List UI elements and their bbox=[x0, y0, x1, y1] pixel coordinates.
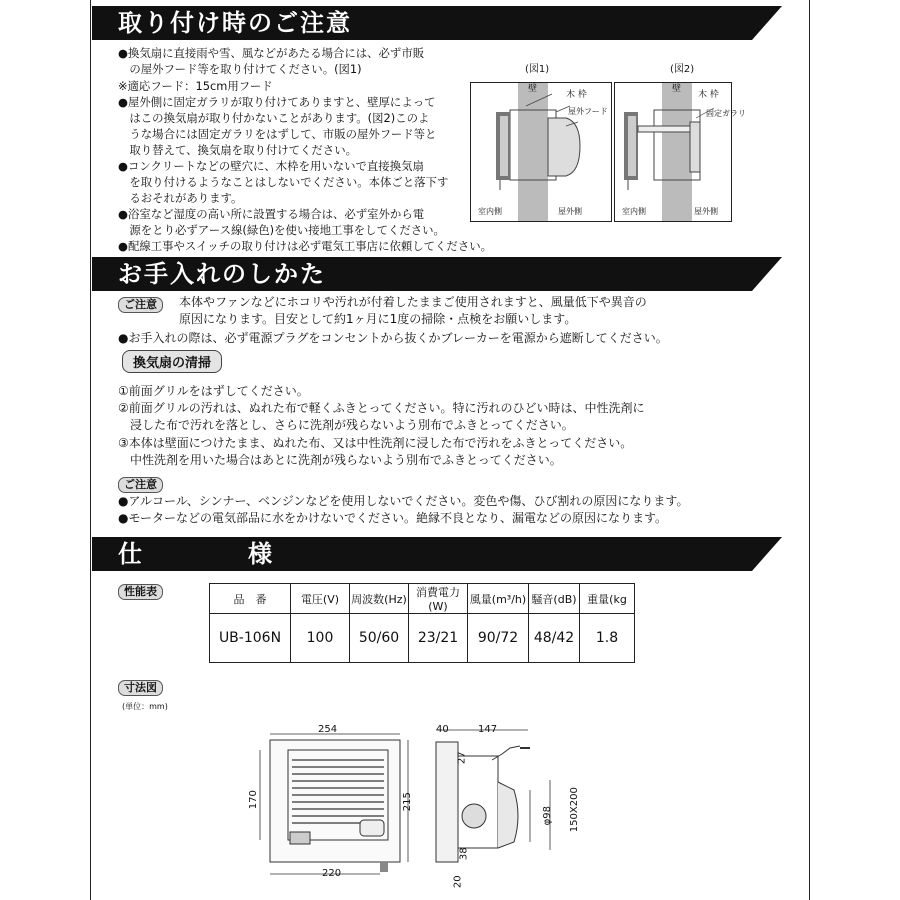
spec-header-cell: 電圧(V) bbox=[291, 584, 350, 614]
spec-value-cell: 90/72 bbox=[468, 614, 529, 663]
figure-1-drawing bbox=[470, 82, 612, 222]
spec-header-cell: 品 番 bbox=[210, 584, 291, 614]
dimension-label: 寸法図 bbox=[118, 680, 163, 696]
fig1-hood-label: 屋外フード bbox=[568, 107, 608, 116]
dim-side-27: 27 bbox=[456, 751, 468, 765]
caution-line: ●浴室など湿度の高い所に設置する場合は、必ず室外から電 bbox=[118, 207, 425, 221]
dim-width-bottom: 220 bbox=[322, 868, 342, 879]
section-title-care: お手入れのしかた bbox=[92, 257, 752, 291]
spec-header-cell: 風量(m³/h) bbox=[468, 584, 529, 614]
spec-header-row bbox=[210, 584, 635, 614]
caution-line: ●コンクリートなどの壁穴に、木枠を用いないで直接換気扇 bbox=[118, 159, 424, 173]
spec-value-cell: 100 bbox=[291, 614, 350, 663]
caution-line: ●屋外側に固定ガラリが取り付けてありますと、壁厚によって bbox=[118, 95, 436, 109]
section-title-caution: 取り付け時のご注意 bbox=[92, 6, 752, 40]
dim-side-38: 38 bbox=[458, 847, 470, 861]
dim-width-top: 254 bbox=[318, 724, 338, 735]
fig1-indoor-label: 室内側 bbox=[478, 207, 502, 216]
spec-value-cell: 48/42 bbox=[529, 614, 580, 663]
fig1-frame-label: 木 枠 bbox=[566, 90, 587, 100]
fig2-louver-label: 固定ガラリ bbox=[706, 109, 746, 118]
caution-line: るおそれがあります。 bbox=[118, 191, 243, 205]
step-line: ③本体は壁面につけたまま、ぬれた布、又は中性洗剤に浸した布で汚れをふきとってください。 bbox=[118, 436, 633, 450]
fig2-frame-label: 木 枠 bbox=[698, 90, 719, 100]
step-line: ②前面グリルの汚れは、ぬれた布で軽くふきとってください。特に汚れのひどい時は、中性洗剤に bbox=[118, 401, 645, 415]
fig2-wall-label: 壁 bbox=[672, 84, 682, 94]
fig2-indoor-label: 室内側 bbox=[622, 207, 646, 216]
dim-side-20: 20 bbox=[452, 875, 464, 889]
dim-side-cord: 147 bbox=[478, 724, 498, 735]
step-line: ①前面グリルをはずしてください。 bbox=[118, 384, 309, 398]
spec-header-cell: 周波数(Hz) bbox=[350, 584, 409, 614]
spec-table bbox=[209, 583, 635, 663]
dim-duct-size: 150X200 bbox=[568, 787, 580, 833]
step-line: 中性洗剤を用いた場合はあとに洗剤が残らないよう別布でふきとってください。 bbox=[118, 453, 562, 467]
notice-badge: ご注意 bbox=[118, 297, 163, 313]
cleaning-title: 換気扇の清掃 bbox=[122, 350, 222, 373]
dim-duct-dia: φ98 bbox=[541, 806, 553, 826]
fig1-wall-label: 壁 bbox=[528, 84, 538, 94]
notice-line: 原因になります。目安として約1ヶ月に1度の掃除・点検をお願いします。 bbox=[179, 312, 577, 326]
caution-line: 源をとり必ずアース線(緑色)を使い接地工事をしてください。 bbox=[118, 223, 445, 237]
power-note: ●お手入れの際は、必ず電源プラグをコンセントから抜くかブレーカーを電源から遮断してください。 bbox=[118, 331, 668, 345]
spec-value-row bbox=[210, 614, 635, 663]
spec-value-cell: 50/60 bbox=[350, 614, 409, 663]
dim-side-depth: 40 bbox=[436, 724, 449, 735]
fig1-outdoor-label: 屋外側 bbox=[558, 207, 582, 216]
step-line: 浸した布で汚れを落とし、さらに洗剤が残らないよう別布でふきとってください。 bbox=[118, 418, 574, 432]
dim-height-right: 215 bbox=[401, 792, 413, 812]
section-title-spec: 仕 様 bbox=[92, 537, 752, 571]
unit-label: (単位：mm) bbox=[122, 702, 168, 711]
figure-caption: (図1) bbox=[525, 64, 550, 75]
notice-line: 本体やファンなどにホコリや汚れが付着したままご使用されますと、風量低下や異音の bbox=[179, 295, 647, 309]
notice2-line: ●アルコール、シンナー、ベンジンなどを使用しないでください。変色や傷、ひび割れの原因になります。 bbox=[118, 494, 689, 508]
caution-line: ●換気扇に直接雨や雪、風などがあたる場合には、必ず市販 bbox=[118, 46, 425, 60]
caution-line: の屋外フード等を取り付けてください。(図1) bbox=[118, 62, 362, 76]
spec-value-cell: 23/21 bbox=[409, 614, 468, 663]
caution-line: はこの換気扇が取り付かないことがあります。(図2)このよ bbox=[118, 111, 430, 125]
notice-badge: ご注意 bbox=[118, 477, 163, 493]
spec-header-cell: 騒音(dB) bbox=[529, 584, 580, 614]
fig2-outdoor-label: 屋外側 bbox=[694, 207, 718, 216]
caution-line: 取り替えて、換気扇を取り付けてください。 bbox=[118, 143, 357, 157]
notice2-line: ●モーターなどの電気部品に水をかけないでください。絶縁不良となり、漏電などの原因になります。 bbox=[118, 511, 668, 525]
spec-value-cell: 1.8 bbox=[580, 614, 635, 663]
performance-label: 性能表 bbox=[118, 584, 163, 600]
spec-header-cell: 重量(kg bbox=[580, 584, 635, 614]
figure-caption: (図2) bbox=[670, 64, 695, 75]
caution-line: を取り付けるようなことはしないでください。本体ごと落下す bbox=[118, 175, 449, 189]
spec-header-cell: 消費電力(W) bbox=[409, 584, 468, 614]
caution-line: ※適応フード：15cm用フード bbox=[118, 79, 273, 93]
dim-height-left: 170 bbox=[247, 790, 259, 810]
spec-value-cell: UB-106N bbox=[210, 614, 291, 663]
caution-line: うな場合には固定ガラリをはずして、市販の屋外フード等と bbox=[118, 127, 437, 141]
caution-line: ●配線工事やスイッチの取り付けは必ず電気工事店に依頼してください。 bbox=[118, 239, 492, 253]
